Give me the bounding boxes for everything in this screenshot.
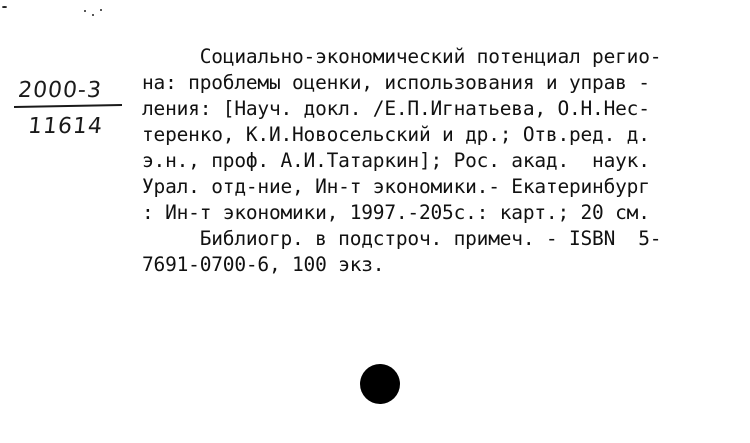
card-text-line: : Ин-т экономики, 1997.-205с.: карт.; 20 см. [142, 201, 650, 224]
scan-speck [92, 14, 94, 16]
card-text-line: Социально-экономический потенциал регио- [142, 45, 662, 68]
card-text-line: на: проблемы оценки, использования и управ - [142, 71, 650, 94]
scan-speck [84, 10, 86, 12]
shelfmark-top: 2000-3 [16, 78, 104, 103]
card-text-line: Урал. отд-ние, Ин-т экономики.- Екатеринбург [142, 175, 650, 198]
scan-speck [2, 6, 7, 8]
shelfmark-divider [14, 104, 122, 108]
card-text-line: ления: [Науч. докл. /Е.П.Игнатьева, О.Н.Нес- [142, 97, 650, 120]
punch-hole [360, 364, 400, 404]
card-text-line: Библиогр. в подстроч. примеч. - ISBN 5- [142, 227, 662, 250]
shelfmark-bottom: 11614 [26, 114, 105, 139]
card-text-line: теренко, К.И.Новосельский и др.; Отв.ред. д. [142, 123, 650, 146]
scan-speck [100, 9, 102, 11]
card-text-line: 7691-0700-6, 100 экз. [142, 253, 385, 276]
card-text-line: э.н., проф. А.И.Татаркин]; Рос. акад. наук. [142, 149, 650, 172]
